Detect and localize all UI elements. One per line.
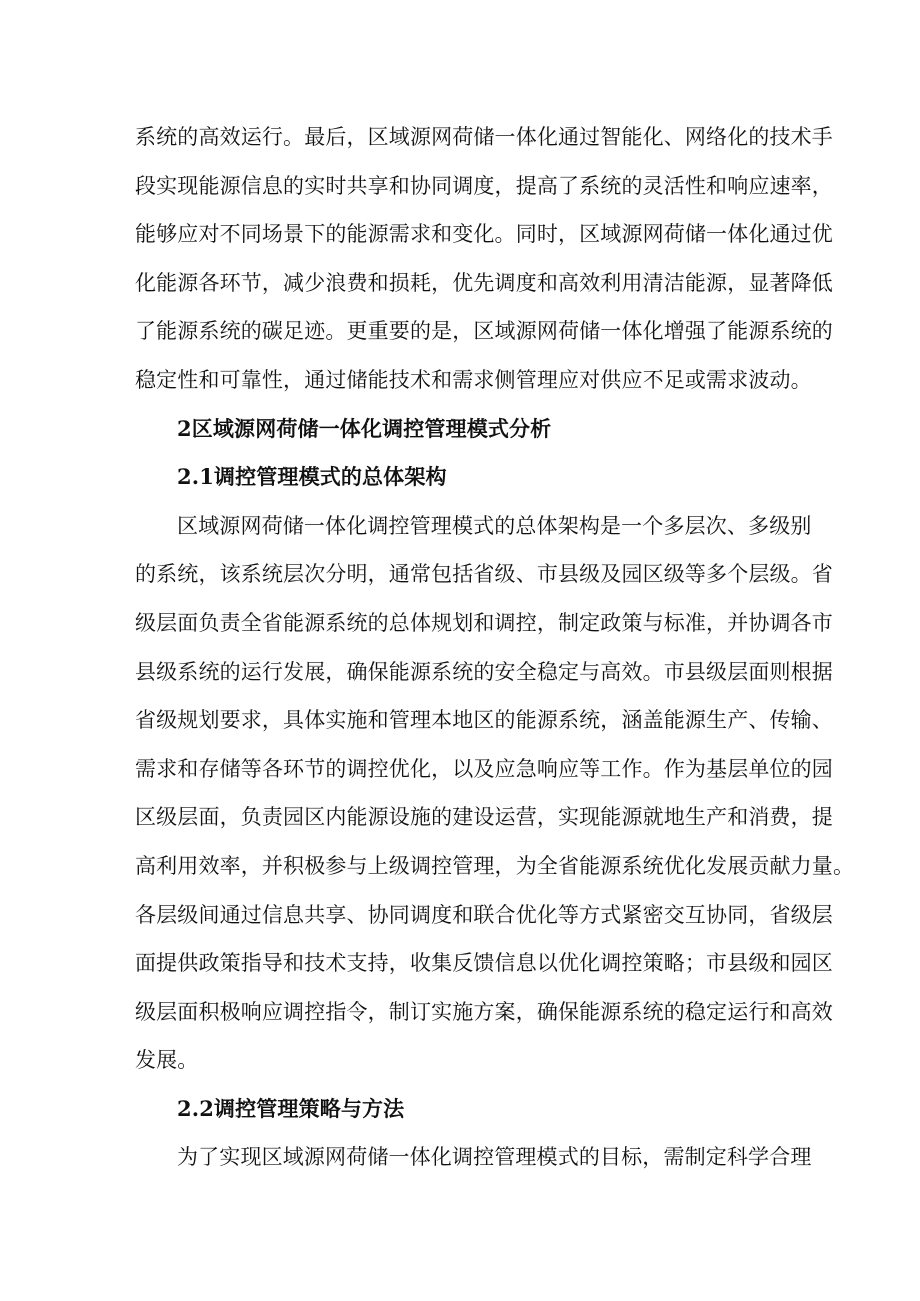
document-body bbox=[135, 113, 855, 1182]
text-line: 稳定性和可靠性，通过储能技术和需求侧管理应对供应不足或需求波动。 bbox=[135, 367, 812, 392]
text-line: 级层面积极响应调控指令，制订实施方案，确保能源系统的稳定运行和高效 bbox=[135, 999, 833, 1024]
text-line: 需求和存储等各环节的调控优化，以及应急响应等工作。作为基层单位的园 bbox=[135, 756, 833, 781]
section-heading-2: 2区域源网荷储一体化调控管理模式分析 bbox=[177, 415, 552, 441]
text-line: 级层面负责全省能源系统的总体规划和调控，制定政策与标准，并协调各市 bbox=[135, 610, 833, 635]
text-line: 发展。 bbox=[135, 1048, 199, 1073]
text-line: 为了实现区域源网荷储一体化调控管理模式的目标，需制定科学合理 bbox=[177, 1145, 812, 1170]
text-line: 各层级间通过信息共享、协同调度和联合优化等方式紧密交互协同，省级层 bbox=[135, 902, 833, 927]
text-line: 了能源系统的碳足迹。更重要的是，区域源网荷储一体化增强了能源系统的 bbox=[135, 319, 833, 344]
text-line: 高利用效率，并积极参与上级调控管理，为全省能源系统优化发展贡献力量。 bbox=[135, 853, 855, 878]
text-line: 面提供政策指导和技术支持，收集反馈信息以优化调控策略；市县级和园区 bbox=[135, 951, 833, 976]
section-heading-2-2: 2.2调控管理策略与方法 bbox=[177, 1095, 405, 1121]
text-line: 省级规划要求，具体实施和管理本地区的能源系统，涵盖能源生产、传输、 bbox=[135, 708, 833, 733]
text-line: 区域源网荷储一体化调控管理模式的总体架构是一个多层次、多级别 bbox=[177, 513, 812, 538]
text-line: 的系统，该系统层次分明，通常包括省级、市县级及园区级等多个层级。省 bbox=[135, 562, 833, 587]
text-line: 化能源各环节，减少浪费和损耗，优先调度和高效利用清洁能源，显著降低 bbox=[135, 270, 833, 295]
paragraph-2 bbox=[135, 502, 855, 1085]
text-line: 区级层面，负责园区内能源设施的建设运营，实现能源就地生产和消费，提 bbox=[135, 805, 833, 830]
paragraph-3 bbox=[135, 1133, 812, 1182]
text-line: 能够应对不同场景下的能源需求和变化。同时，区域源网荷储一体化通过优 bbox=[135, 222, 833, 247]
text-line: 系统的高效运行。最后，区域源网荷储一体化通过智能化、网络化的技术手 bbox=[135, 125, 833, 149]
text-line: 段实现能源信息的实时共享和协同调度，提高了系统的灵活性和响应速率， bbox=[135, 173, 833, 198]
paragraph-1 bbox=[135, 113, 833, 405]
section-heading-2-1: 2.1调控管理模式的总体架构 bbox=[177, 464, 447, 490]
text-line: 县级系统的运行发展，确保能源系统的安全稳定与高效。市县级层面则根据 bbox=[135, 659, 833, 684]
